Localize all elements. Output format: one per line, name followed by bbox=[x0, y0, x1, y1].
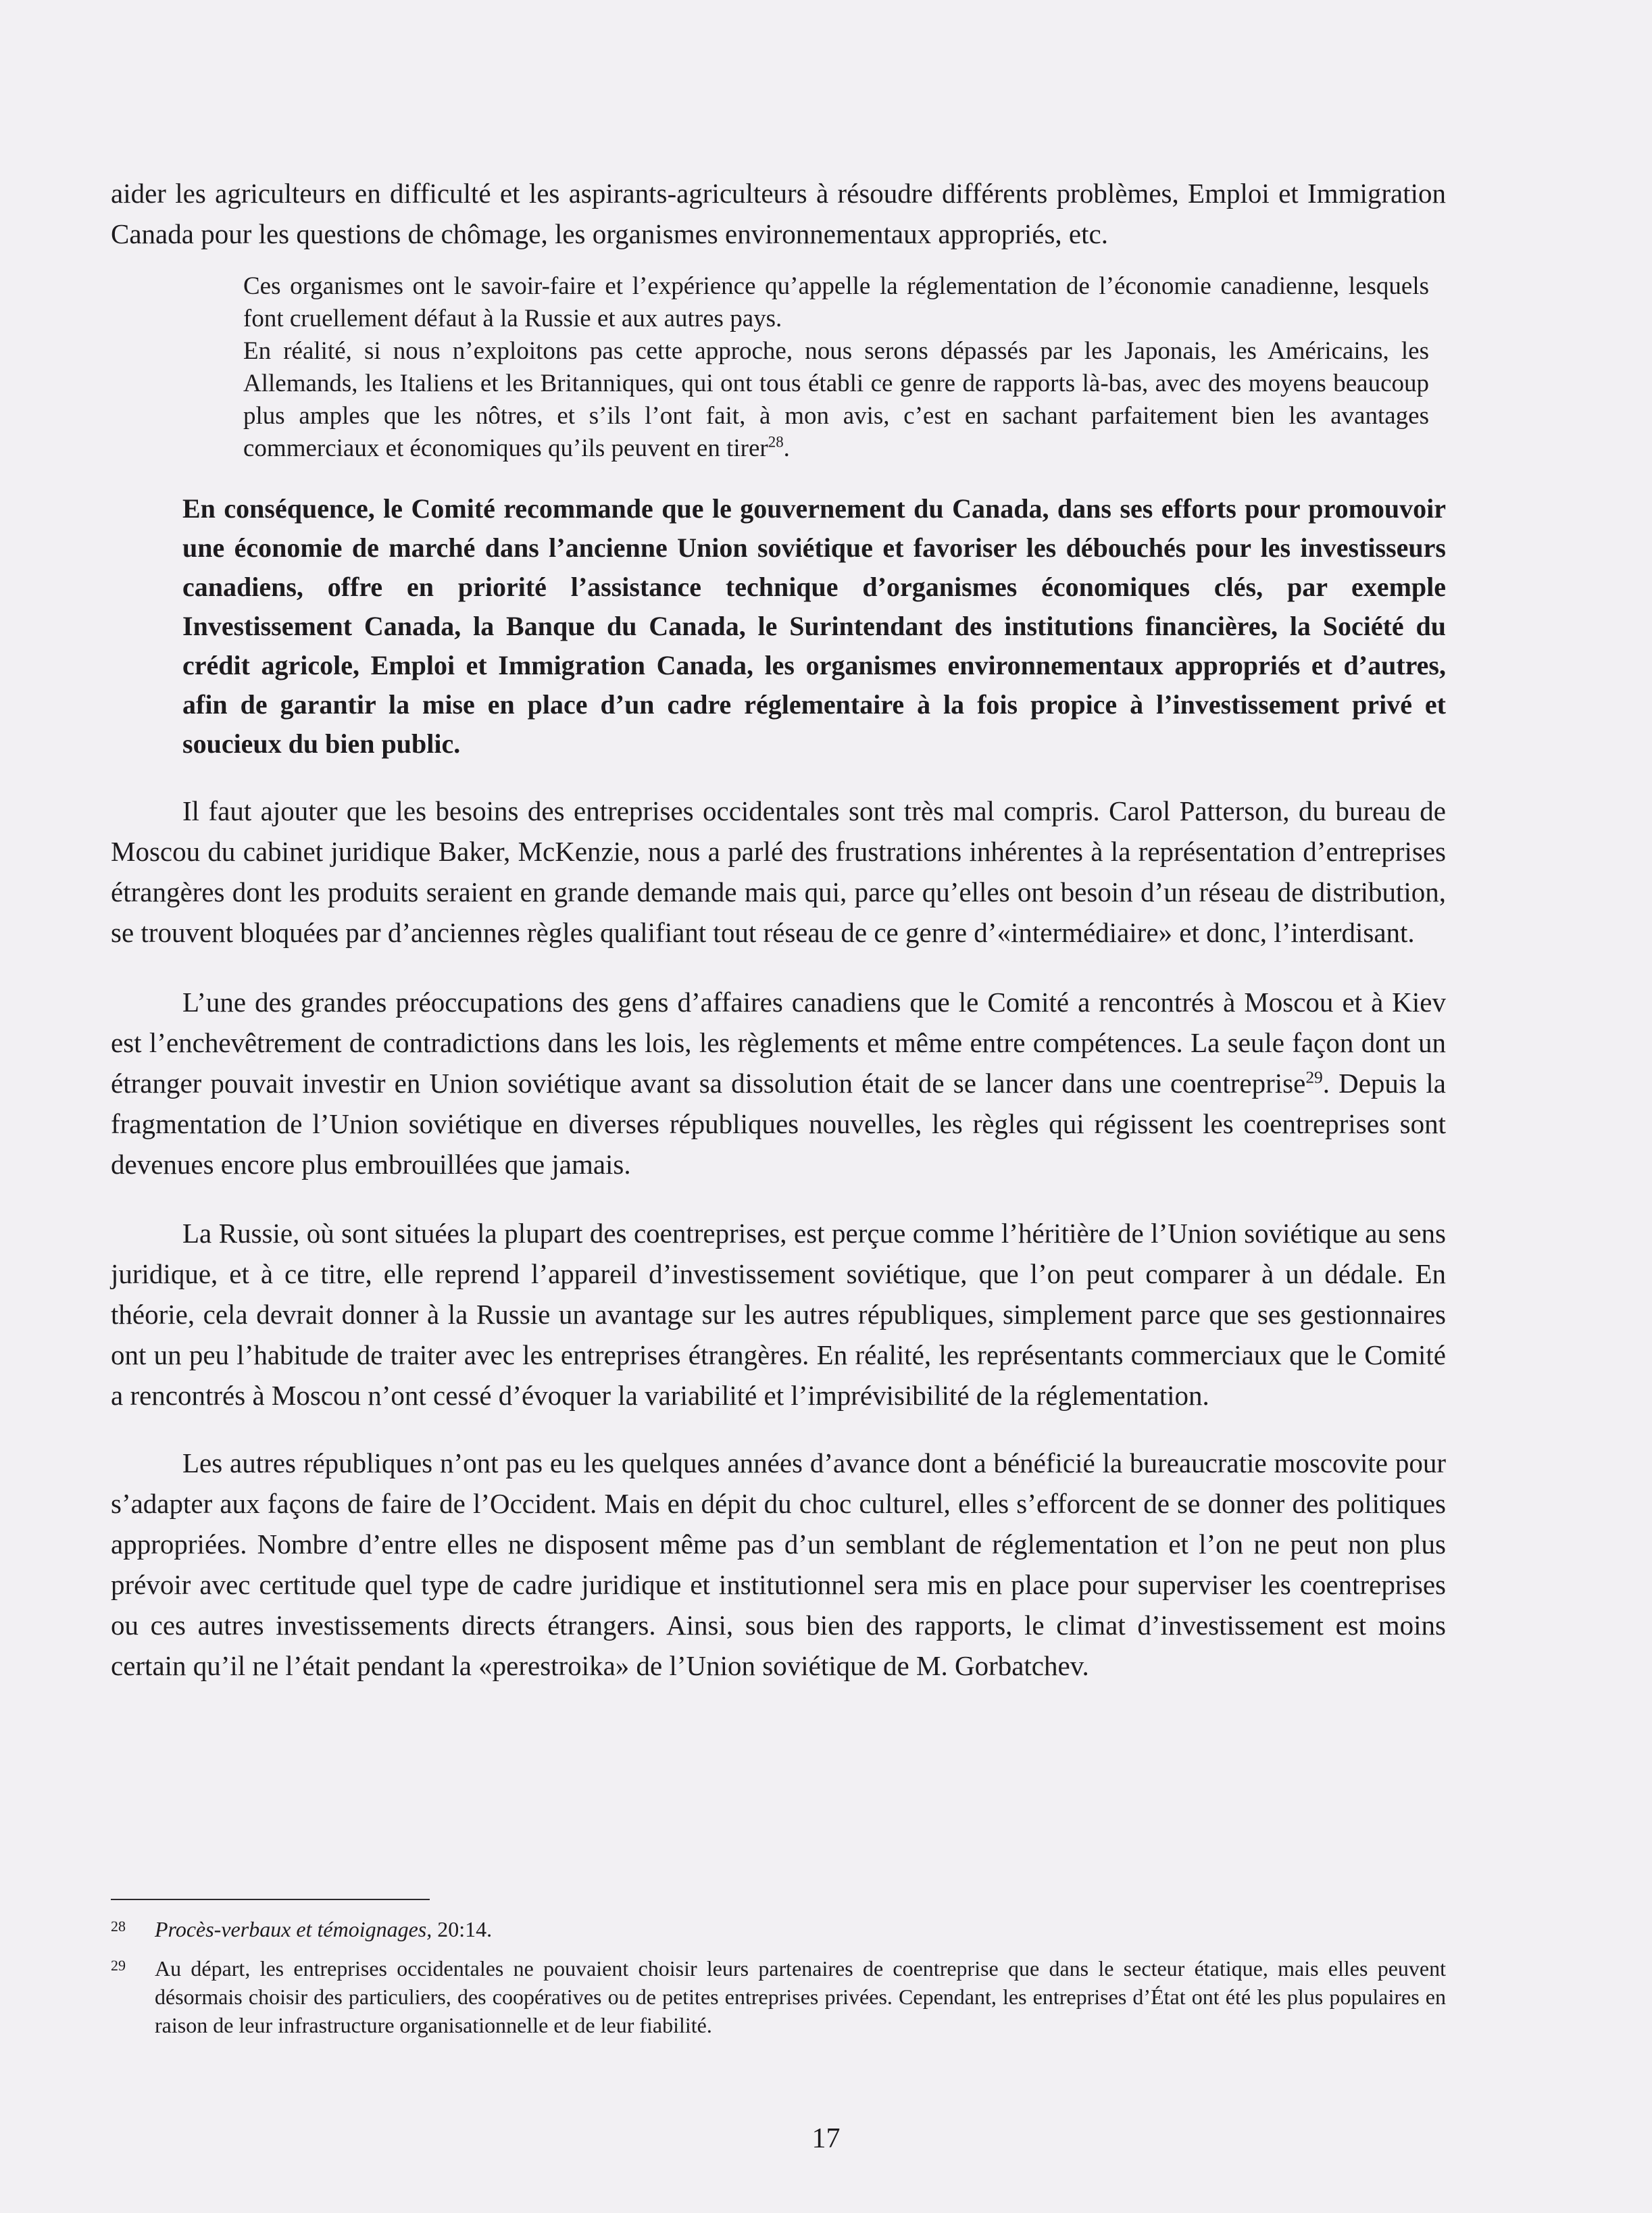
main-text bbox=[111, 173, 1446, 1686]
paragraph-2: Il faut ajouter que les besoins des entreprises occidentales sont très mal compris. Carol Patterson, du bureau de Moscou du cabinet juridique Baker, McKenzie, nous a parlé des frustrations inhérentes à la représentation d’entreprises étrangères dont les produits seraient en grande demande mais qui, parce qu’elles ont besoin d’un réseau de distribution, se trouvent bloquées par d’anciennes règles qualifiant tout réseau de ce genre d’«intermédiaire» et donc, l’interdisant. bbox=[111, 795, 1446, 948]
footnotes bbox=[111, 1915, 1446, 2039]
footnote-divider bbox=[111, 1899, 430, 1900]
page-number: 17 bbox=[811, 2123, 841, 2154]
paragraph-1: aider les agriculteurs en difficulté et les aspirants-agriculteurs à résoudre différents problèmes, Emploi et Immigration Canada pour les questions de chômage, les organismes environnementaux appropriés, etc. bbox=[111, 178, 1446, 249]
paragraph-3-part-a: L’une des grandes préoccupations des gens d’affaires canadiens que le Comité a rencontrés à Moscou et à Kiev est l’enchevêtrement de contradictions dans les lois, les règlements et même entre compétences. La seule façon dont un étranger pouvait investir en Union soviétique avant sa dissolution était de se lancer dans une coentreprise bbox=[111, 987, 1446, 1099]
block-quote bbox=[243, 270, 1429, 465]
footnote-text: Au départ, les entreprises occidentales ne pouvaient choisir leurs partenaires de coentreprise que dans le secteur étatique, mais elles peuvent désormais choisir des particuliers, des coopératives ou de petites entreprises privées. Cependant, les entreprises d’État ont été les plus populaires en raison de leur infrastructure organisationnelle et de leur fiabilité. bbox=[155, 1956, 1446, 2037]
recommendation: En conséquence, le Comité recommande que le gouvernement du Canada, dans ses efforts pour promouvoir une économie de marché dans l’ancienne Union soviétique et favoriser les débouchés pour les investisseurs canadiens, offre en priorité l’assistance technique d’organismes économiques clés, par exemple Investissement Canada, la Banque du Canada, le Surintendant des institutions financières, la Société du crédit agricole, Emploi et Immigration Canada, les organismes environnementaux appropriés et d’autres, afin de garantir la mise en place d’un cadre réglementaire à la fois propice à l’investissement privé et soucieux du bien public. bbox=[182, 493, 1446, 759]
footnote-source-title: Procès-verbaux et témoignages, bbox=[155, 1917, 432, 1941]
quote-end-punct: . bbox=[783, 434, 790, 462]
footnote-number: 28 bbox=[111, 1918, 126, 1935]
footnote-ref-29[interactable]: 29 bbox=[1305, 1068, 1323, 1087]
footnote-28 bbox=[111, 1915, 1446, 1943]
quote-paragraph-2-text: En réalité, si nous n’exploitons pas cette approche, nous serons dépassés par les Japonais, les Américains, les Allemands, les Italiens et les Britanniques, qui ont tous établi ce genre de rapports là-bas, avec des moyens beaucoup plus amples que les nôtres, et s’ils l’ont fait, à mon avis, c’est en sachant parfaitement bien les avantages commerciaux et économiques qu’ils peuvent en tirer bbox=[243, 337, 1429, 462]
paragraph-4: La Russie, où sont situées la plupart des coentreprises, est perçue comme l’héritière de l’Union soviétique au sens juridique, et à ce titre, elle reprend l’appareil d’investissement soviétique, que l’on peut comparer à un dédale. En théorie, cela devrait donner à la Russie un avantage sur les autres républiques, simplement parce que ses gestionnaires ont un peu l’habitude de traiter avec les entreprises étrangères. En réalité, les représentants commerciaux que le Comité a rencontrés à Moscou n’ont cessé d’évoquer la variabilité et l’imprévisibilité de la réglementation. bbox=[111, 1218, 1446, 1411]
footnote-29 bbox=[111, 1954, 1446, 2039]
footnote-text: 20:14. bbox=[432, 1917, 493, 1941]
quote-paragraph-2 bbox=[243, 335, 1429, 465]
paragraph-5: Les autres républiques n’ont pas eu les quelques années d’avance dont a bénéficié la bureaucratie moscovite pour s’adapter aux façons de faire de l’Occident. Mais en dépit du choc culturel, elles s’efforcent de se donner des politiques appropriées. Nombre d’entre elles ne disposent même pas d’un semblant de réglementation et l’on ne peut non plus prévoir avec certitude quel type de cadre juridique et institutionnel sera mis en place pour superviser les coentreprises ou ces autres investissements directs étrangers. Ainsi, sous bien des rapports, le climat d’investissement est moins certain qu’il ne l’était pendant la «perestroika» de l’Union soviétique de M. Gorbatchev. bbox=[111, 1447, 1446, 1681]
quote-paragraph-1: Ces organismes ont le savoir-faire et l’expérience qu’appelle la réglementation de l’économie canadienne, lesquels font cruellement défaut à la Russie et aux autres pays. bbox=[243, 272, 1429, 332]
footnote-ref-28[interactable]: 28 bbox=[768, 433, 784, 451]
footnote-number: 29 bbox=[111, 1957, 126, 1974]
paragraph-3-part-b: . Depuis la fragmentation de l’Union soviétique en diverses républiques nouvelles, les règles qui régissent les coentreprises sont devenues encore plus embrouillées que jamais. bbox=[111, 1068, 1446, 1180]
paragraph-3 bbox=[111, 982, 1446, 1185]
